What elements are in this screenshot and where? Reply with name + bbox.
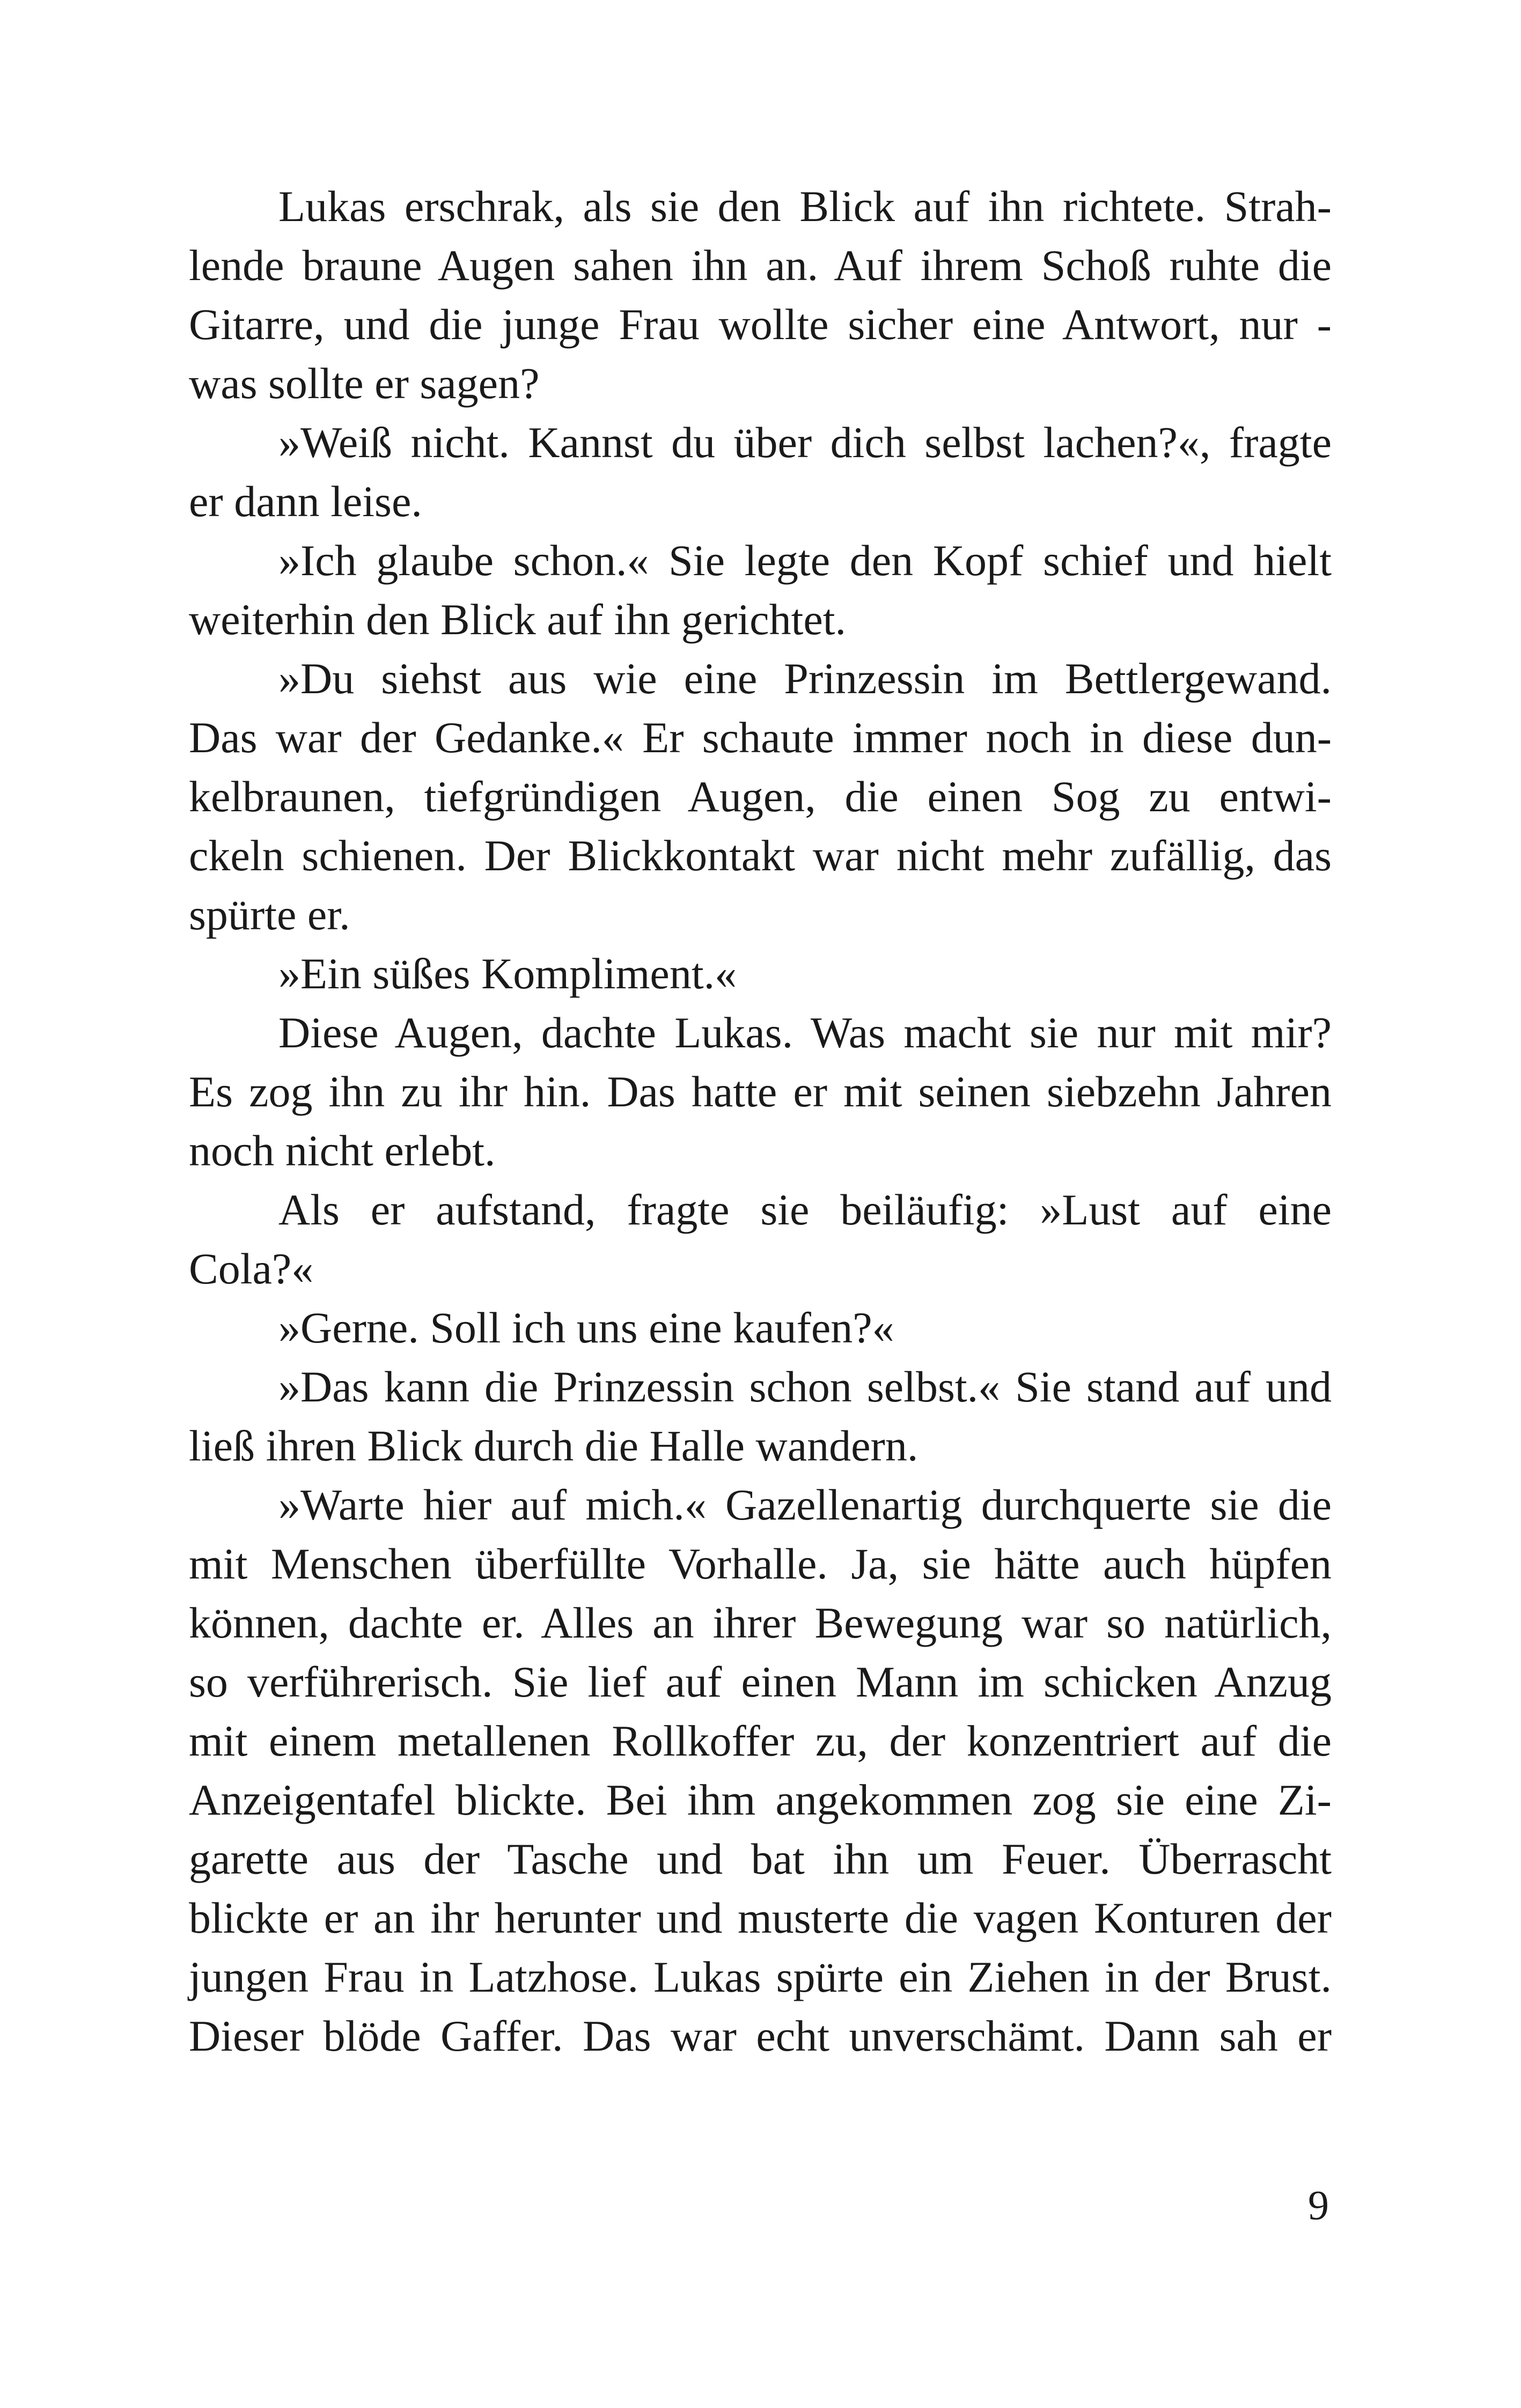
text-line-24: mit Menschen überfüllte Vorhalle. Ja, sie hätte auch hüpfen (189, 1539, 1332, 1588)
text-line-5: »Weiß nicht. Kannst du über dich selbst lachen?«, fragte (278, 418, 1332, 467)
page-number: 9 (1308, 2182, 1329, 2228)
text-line-1: Lukas erschrak, als sie den Blick auf ihn richtete. Strah- (278, 182, 1332, 231)
text-line-16: Es zog ihn zu ihr hin. Das hatte er mit seinen siebzehn Jahren (189, 1067, 1332, 1116)
text-line-27: mit einem metallenen Rollkoffer zu, der konzentriert auf die (189, 1716, 1332, 1765)
text-line-26: so verführerisch. Sie lief auf einen Mann im schicken Anzug (189, 1657, 1332, 1706)
text-line-8: weiterhin den Blick auf ihn gerichtet. (189, 595, 847, 644)
text-line-6: er dann leise. (189, 477, 422, 526)
text-line-32: Dieser blöde Gaffer. Das war echt unverschämt. Dann sah er (189, 2011, 1332, 2060)
text-line-15: Diese Augen, dachte Lukas. Was macht sie nur mit mir? (278, 1008, 1332, 1057)
text-line-30: blickte er an ihr herunter und musterte die vagen Konturen der (189, 1893, 1332, 1942)
text-line-31: jungen Frau in Latzhose. Lukas spürte ein Ziehen in der Brust. (189, 1952, 1332, 2001)
text-line-21: »Das kann die Prinzessin schon selbst.« Sie stand auf und (278, 1362, 1332, 1411)
text-line-23: »Warte hier auf mich.« Gazellenartig durchquerte sie die (278, 1480, 1332, 1529)
text-line-18: Als er aufstand, fragte sie beiläufig: »Lust auf eine (278, 1185, 1332, 1234)
text-line-28: Anzeigentafel blickte. Bei ihm angekommen zog sie eine Zi- (189, 1775, 1332, 1824)
text-line-10: Das war der Gedanke.« Er schaute immer noch in diese dun- (189, 713, 1332, 762)
text-line-12: ckeln schienen. Der Blickkontakt war nicht mehr zufällig, das (189, 831, 1332, 880)
text-line-19: Cola?« (189, 1244, 314, 1293)
text-line-13: spürte er. (189, 890, 350, 939)
text-line-14: »Ein süßes Kompliment.« (278, 949, 737, 998)
text-line-3: Gitarre, und die junge Frau wollte sicher eine Antwort, nur - (189, 300, 1332, 349)
text-line-25: können, dachte er. Alles an ihrer Bewegung war so natürlich, (189, 1598, 1332, 1647)
text-line-9: »Du siehst aus wie eine Prinzessin im Bettlergewand. (278, 654, 1332, 703)
text-line-20: »Gerne. Soll ich uns eine kaufen?« (278, 1303, 894, 1352)
text-line-7: »Ich glaube schon.« Sie legte den Kopf schief und hielt (278, 536, 1332, 585)
text-line-22: ließ ihren Blick durch die Halle wandern. (189, 1421, 919, 1470)
text-line-29: garette aus der Tasche und bat ihn um Feuer. Überrascht (189, 1834, 1332, 1883)
text-line-11: kelbraunen, tiefgründigen Augen, die einen Sog zu entwi- (189, 772, 1332, 821)
text-line-4: was sollte er sagen? (189, 359, 540, 408)
text-line-2: lende braune Augen sahen ihn an. Auf ihrem Schoß ruhte die (189, 241, 1332, 290)
text-line-17: noch nicht erlebt. (189, 1126, 496, 1175)
